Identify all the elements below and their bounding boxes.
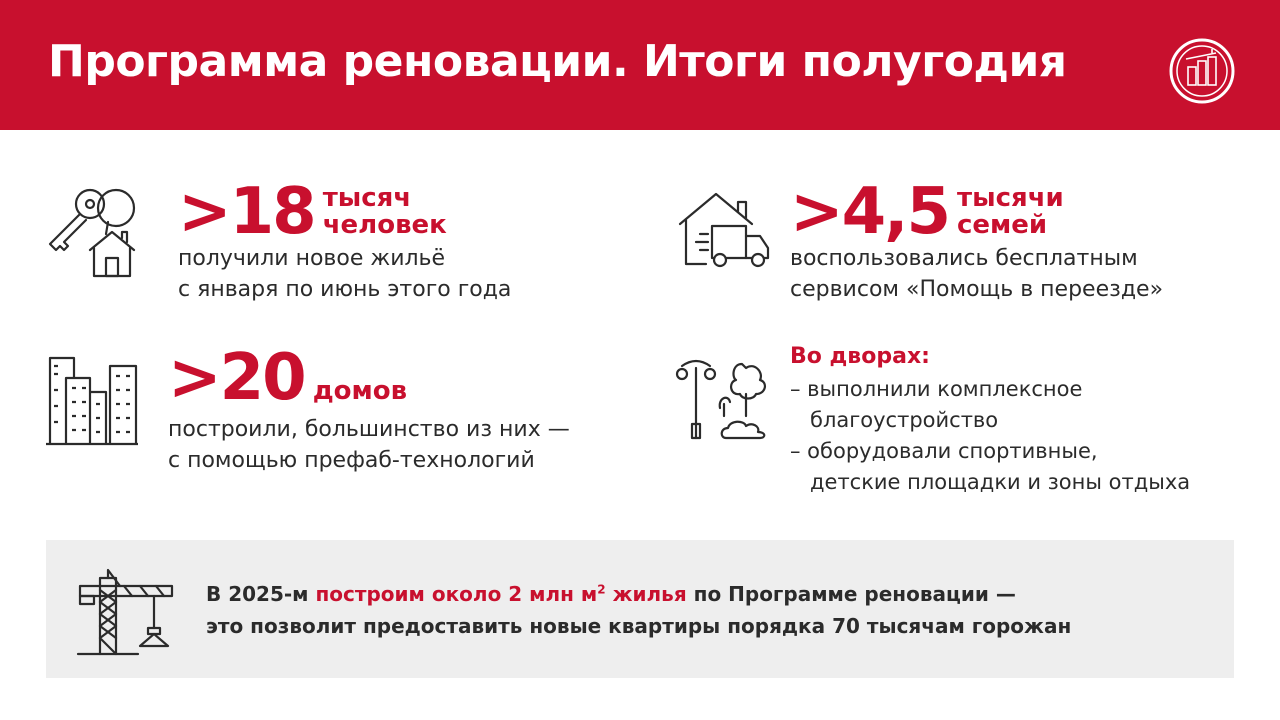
stat-families-desc-line2: сервисом «Помощь в переезде» [790, 277, 1164, 302]
list-item [790, 436, 1190, 498]
stat-houses-number: >20 [168, 341, 305, 415]
park-lamp-tree-icon [674, 354, 774, 442]
stat-families-unit [957, 182, 1064, 240]
summary-text [206, 578, 1071, 642]
stat-houses-desc-line1: построили, большинство из них — [168, 417, 570, 442]
stat-families-desc [790, 243, 1163, 305]
house-truck-icon [676, 190, 772, 270]
stat-families-desc-line1: воспользовались бесплатным [790, 246, 1138, 271]
yards-title: Во дворах: [790, 344, 930, 369]
stat-families-value [790, 175, 1064, 249]
summary-panel [46, 540, 1234, 678]
summary-highlight-a: построим около 2 млн м [315, 582, 598, 606]
stat-people-unit [322, 182, 447, 240]
stat-people-unit-line2: человек [322, 210, 447, 240]
crane-icon [76, 568, 176, 658]
yards-item1-line1: – выполнили комплексное [790, 377, 1083, 401]
yards-item2-line1: – оборудовали спортивные, [790, 439, 1098, 463]
stat-houses-unit-line1: домов [312, 376, 408, 407]
header-banner [0, 0, 1280, 130]
summary-text-part1: В 2025-м [206, 582, 316, 606]
stat-houses-desc [168, 414, 570, 476]
stat-people-desc-line1: получили новое жильё [178, 246, 446, 271]
summary-highlight [315, 582, 686, 606]
stat-families-number: >4,5 [790, 175, 949, 249]
stat-people-desc-line2: с января по июнь этого года [178, 277, 512, 302]
list-item [790, 374, 1190, 436]
summary-text-line2: это позволит предоставить новые квартиры порядка 70 тысячам горожан [206, 614, 1072, 638]
yards-item1-line2: благоустройство [810, 408, 999, 432]
stat-people-number: >18 [178, 175, 315, 249]
city-logo-icon [1168, 37, 1236, 105]
keys-house-icon [44, 182, 140, 278]
summary-highlight-sup: 2 [597, 582, 606, 597]
stat-people-unit-line1: тысяч [322, 182, 412, 213]
stat-houses-desc-line2: с помощью префаб-технологий [168, 448, 535, 473]
buildings-icon [44, 352, 140, 448]
stat-families-unit-line2: семей [957, 210, 1048, 240]
yards-item2-line2: детские площадки и зоны отдыха [810, 470, 1191, 494]
summary-text-part2: по Программе реновации — [686, 582, 1016, 606]
stat-houses-unit [313, 350, 407, 405]
page-title: Программа реновации. Итоги полугодия [48, 36, 1067, 87]
stat-houses-value [168, 341, 408, 415]
yards-list [790, 374, 1190, 498]
stat-families-unit-line1: тысячи [957, 182, 1064, 213]
summary-highlight-b: жилья [605, 582, 687, 606]
stat-people-value [178, 175, 447, 249]
stat-people-desc [178, 243, 511, 305]
